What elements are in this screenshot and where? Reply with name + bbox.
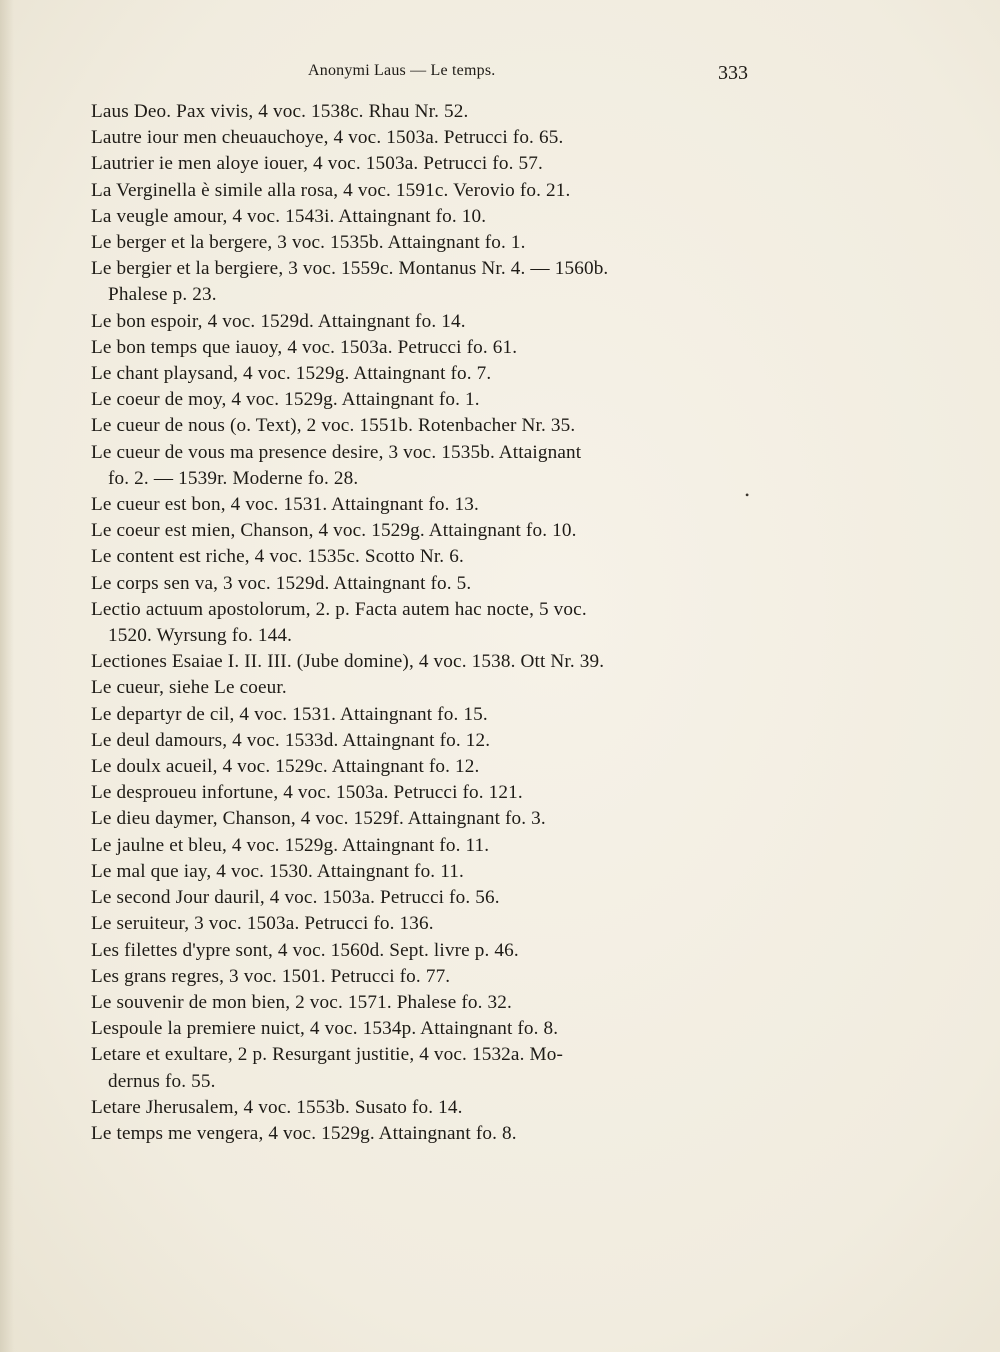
- index-entry-text: Le desproueu infortune, 4 voc. 1503a. Petrucci fo. 121.: [91, 782, 523, 804]
- index-entry-text: Letare et exultare, 2 p. Resurgant justitie, 4 voc. 1532a. Mo-: [91, 1044, 563, 1066]
- index-entry-text: Le departyr de cil, 4 voc. 1531. Attaingnant fo. 15.: [91, 703, 488, 725]
- index-entry-text: Le bergier et la bergiere, 3 voc. 1559c. Montanus Nr. 4. — 1560b.: [91, 258, 609, 280]
- index-entry-text: Le chant playsand, 4 voc. 1529g. Attaingnant fo. 7.: [91, 363, 492, 385]
- index-entry: [91, 335, 771, 361]
- margin-mark: •: [745, 488, 750, 502]
- index-entry-text: Le bon espoir, 4 voc. 1529d. Attaingnant fo. 14.: [91, 310, 466, 332]
- index-entry-list: [91, 99, 771, 1147]
- index-entry: [91, 440, 771, 492]
- index-entry: [91, 544, 771, 570]
- index-entry-text: Lectio actuum apostolorum, 2. p. Facta autem hac nocte, 5 voc.: [91, 598, 587, 620]
- index-entry-text: Lespoule la premiere nuict, 4 voc. 1534p. Attaingnant fo. 8.: [91, 1018, 559, 1040]
- index-entry-text: La Verginella è simile alla rosa, 4 voc. 1591c. Verovio fo. 21.: [91, 179, 571, 201]
- index-entry: [91, 754, 771, 780]
- index-entry: [91, 178, 771, 204]
- index-entry-text: Lectiones Esaiae I. II. III. (Jube domine), 4 voc. 1538. Ott Nr. 39.: [91, 651, 605, 673]
- index-entry: [91, 990, 771, 1016]
- index-entry-continuation: fo. 2. — 1539r. Moderne fo. 28.: [108, 467, 359, 489]
- index-entry-text: Lautre iour men cheuauchoye, 4 voc. 1503a. Petrucci fo. 65.: [91, 127, 564, 149]
- page-number: 333: [718, 62, 748, 84]
- index-entry-text: Le seruiteur, 3 voc. 1503a. Petrucci fo. 136.: [91, 913, 434, 935]
- index-entry: [91, 151, 771, 177]
- index-entry: [91, 204, 771, 230]
- index-entry-text: Le deul damours, 4 voc. 1533d. Attaingnant fo. 12.: [91, 729, 491, 751]
- index-entry-text: Le coeur de moy, 4 voc. 1529g. Attaingnant fo. 1.: [91, 389, 480, 411]
- index-entry-text: Lautrier ie men aloye iouer, 4 voc. 1503a. Petrucci fo. 57.: [91, 153, 543, 175]
- index-entry: [91, 413, 771, 439]
- index-entry: [91, 597, 771, 649]
- index-entry-continuation: Phalese p. 23.: [108, 284, 217, 306]
- page-edge-shadow: [0, 0, 14, 1352]
- running-head: Anonymi Laus — Le temps.: [308, 62, 496, 79]
- index-entry-continuation: 1520. Wyrsung fo. 144.: [108, 625, 293, 647]
- index-entry-text: Les grans regres, 3 voc. 1501. Petrucci fo. 77.: [91, 965, 451, 987]
- index-entry: [91, 675, 771, 701]
- index-entry-text: Le cueur est bon, 4 voc. 1531. Attaingnant fo. 13.: [91, 494, 479, 516]
- index-entry-text: Laus Deo. Pax vivis, 4 voc. 1538c. Rhau Nr. 52.: [91, 101, 469, 122]
- index-entry: [91, 125, 771, 151]
- index-entry-text: Le corps sen va, 3 voc. 1529d. Attaingnant fo. 5.: [91, 572, 472, 594]
- index-entry-text: Les filettes d'ypre sont, 4 voc. 1560d. Sept. livre p. 46.: [91, 939, 519, 961]
- index-entry: [91, 859, 771, 885]
- index-entry-text: Le berger et la bergere, 3 voc. 1535b. Attaingnant fo. 1.: [91, 232, 526, 254]
- index-entry-text: Le cueur, siehe Le coeur.: [91, 677, 287, 699]
- index-entry: [91, 964, 771, 990]
- index-entry-text: Le cueur de vous ma presence desire, 3 voc. 1535b. Attaignant: [91, 441, 582, 463]
- index-entry-text: Le content est riche, 4 voc. 1535c. Scotto Nr. 6.: [91, 546, 464, 568]
- index-entry-text: Le dieu daymer, Chanson, 4 voc. 1529f. Attaingnant fo. 3.: [91, 808, 546, 830]
- index-entry: [91, 309, 771, 335]
- index-entry: [91, 99, 771, 125]
- index-entry: [91, 1095, 771, 1121]
- index-entry: [91, 938, 771, 964]
- index-entry: [91, 518, 771, 544]
- index-entry-text: La veugle amour, 4 voc. 1543i. Attaingnant fo. 10.: [91, 205, 487, 227]
- index-entry: [91, 1121, 771, 1147]
- index-entry-text: Le coeur est mien, Chanson, 4 voc. 1529g. Attaingnant fo. 10.: [91, 520, 577, 542]
- index-entry: [91, 806, 771, 832]
- index-entry-text: Letare Jherusalem, 4 voc. 1553b. Susato fo. 14.: [91, 1096, 463, 1118]
- index-entry-text: Le mal que iay, 4 voc. 1530. Attaingnant fo. 11.: [91, 860, 464, 882]
- index-entry: [91, 1016, 771, 1042]
- index-entry-text: Le bon temps que iauoy, 4 voc. 1503a. Petrucci fo. 61.: [91, 336, 518, 358]
- index-entry: [91, 256, 771, 308]
- index-entry: [91, 1042, 771, 1094]
- index-entry: [91, 780, 771, 806]
- index-entry-text: Le souvenir de mon bien, 2 voc. 1571. Phalese fo. 32.: [91, 991, 512, 1013]
- index-entry: [91, 387, 771, 413]
- index-entry: [91, 728, 771, 754]
- index-entry: [91, 911, 771, 937]
- index-entry: [91, 702, 771, 728]
- index-entry-text: Le second Jour dauril, 4 voc. 1503a. Petrucci fo. 56.: [91, 887, 500, 909]
- index-entry: [91, 230, 771, 256]
- index-entry: [91, 649, 771, 675]
- index-entry: [91, 833, 771, 859]
- index-entry: [91, 571, 771, 597]
- index-entry-text: Le cueur de nous (o. Text), 2 voc. 1551b. Rotenbacher Nr. 35.: [91, 415, 576, 437]
- index-entry: [91, 361, 771, 387]
- index-entry: [91, 885, 771, 911]
- index-entry-text: Le temps me vengera, 4 voc. 1529g. Attaingnant fo. 8.: [91, 1122, 517, 1144]
- index-entry-text: Le jaulne et bleu, 4 voc. 1529g. Attaingnant fo. 11.: [91, 834, 490, 856]
- index-entry-continuation: dernus fo. 55.: [108, 1070, 216, 1092]
- index-entry-text: Le doulx acueil, 4 voc. 1529c. Attaingnant fo. 12.: [91, 756, 480, 778]
- index-entry: [91, 492, 771, 518]
